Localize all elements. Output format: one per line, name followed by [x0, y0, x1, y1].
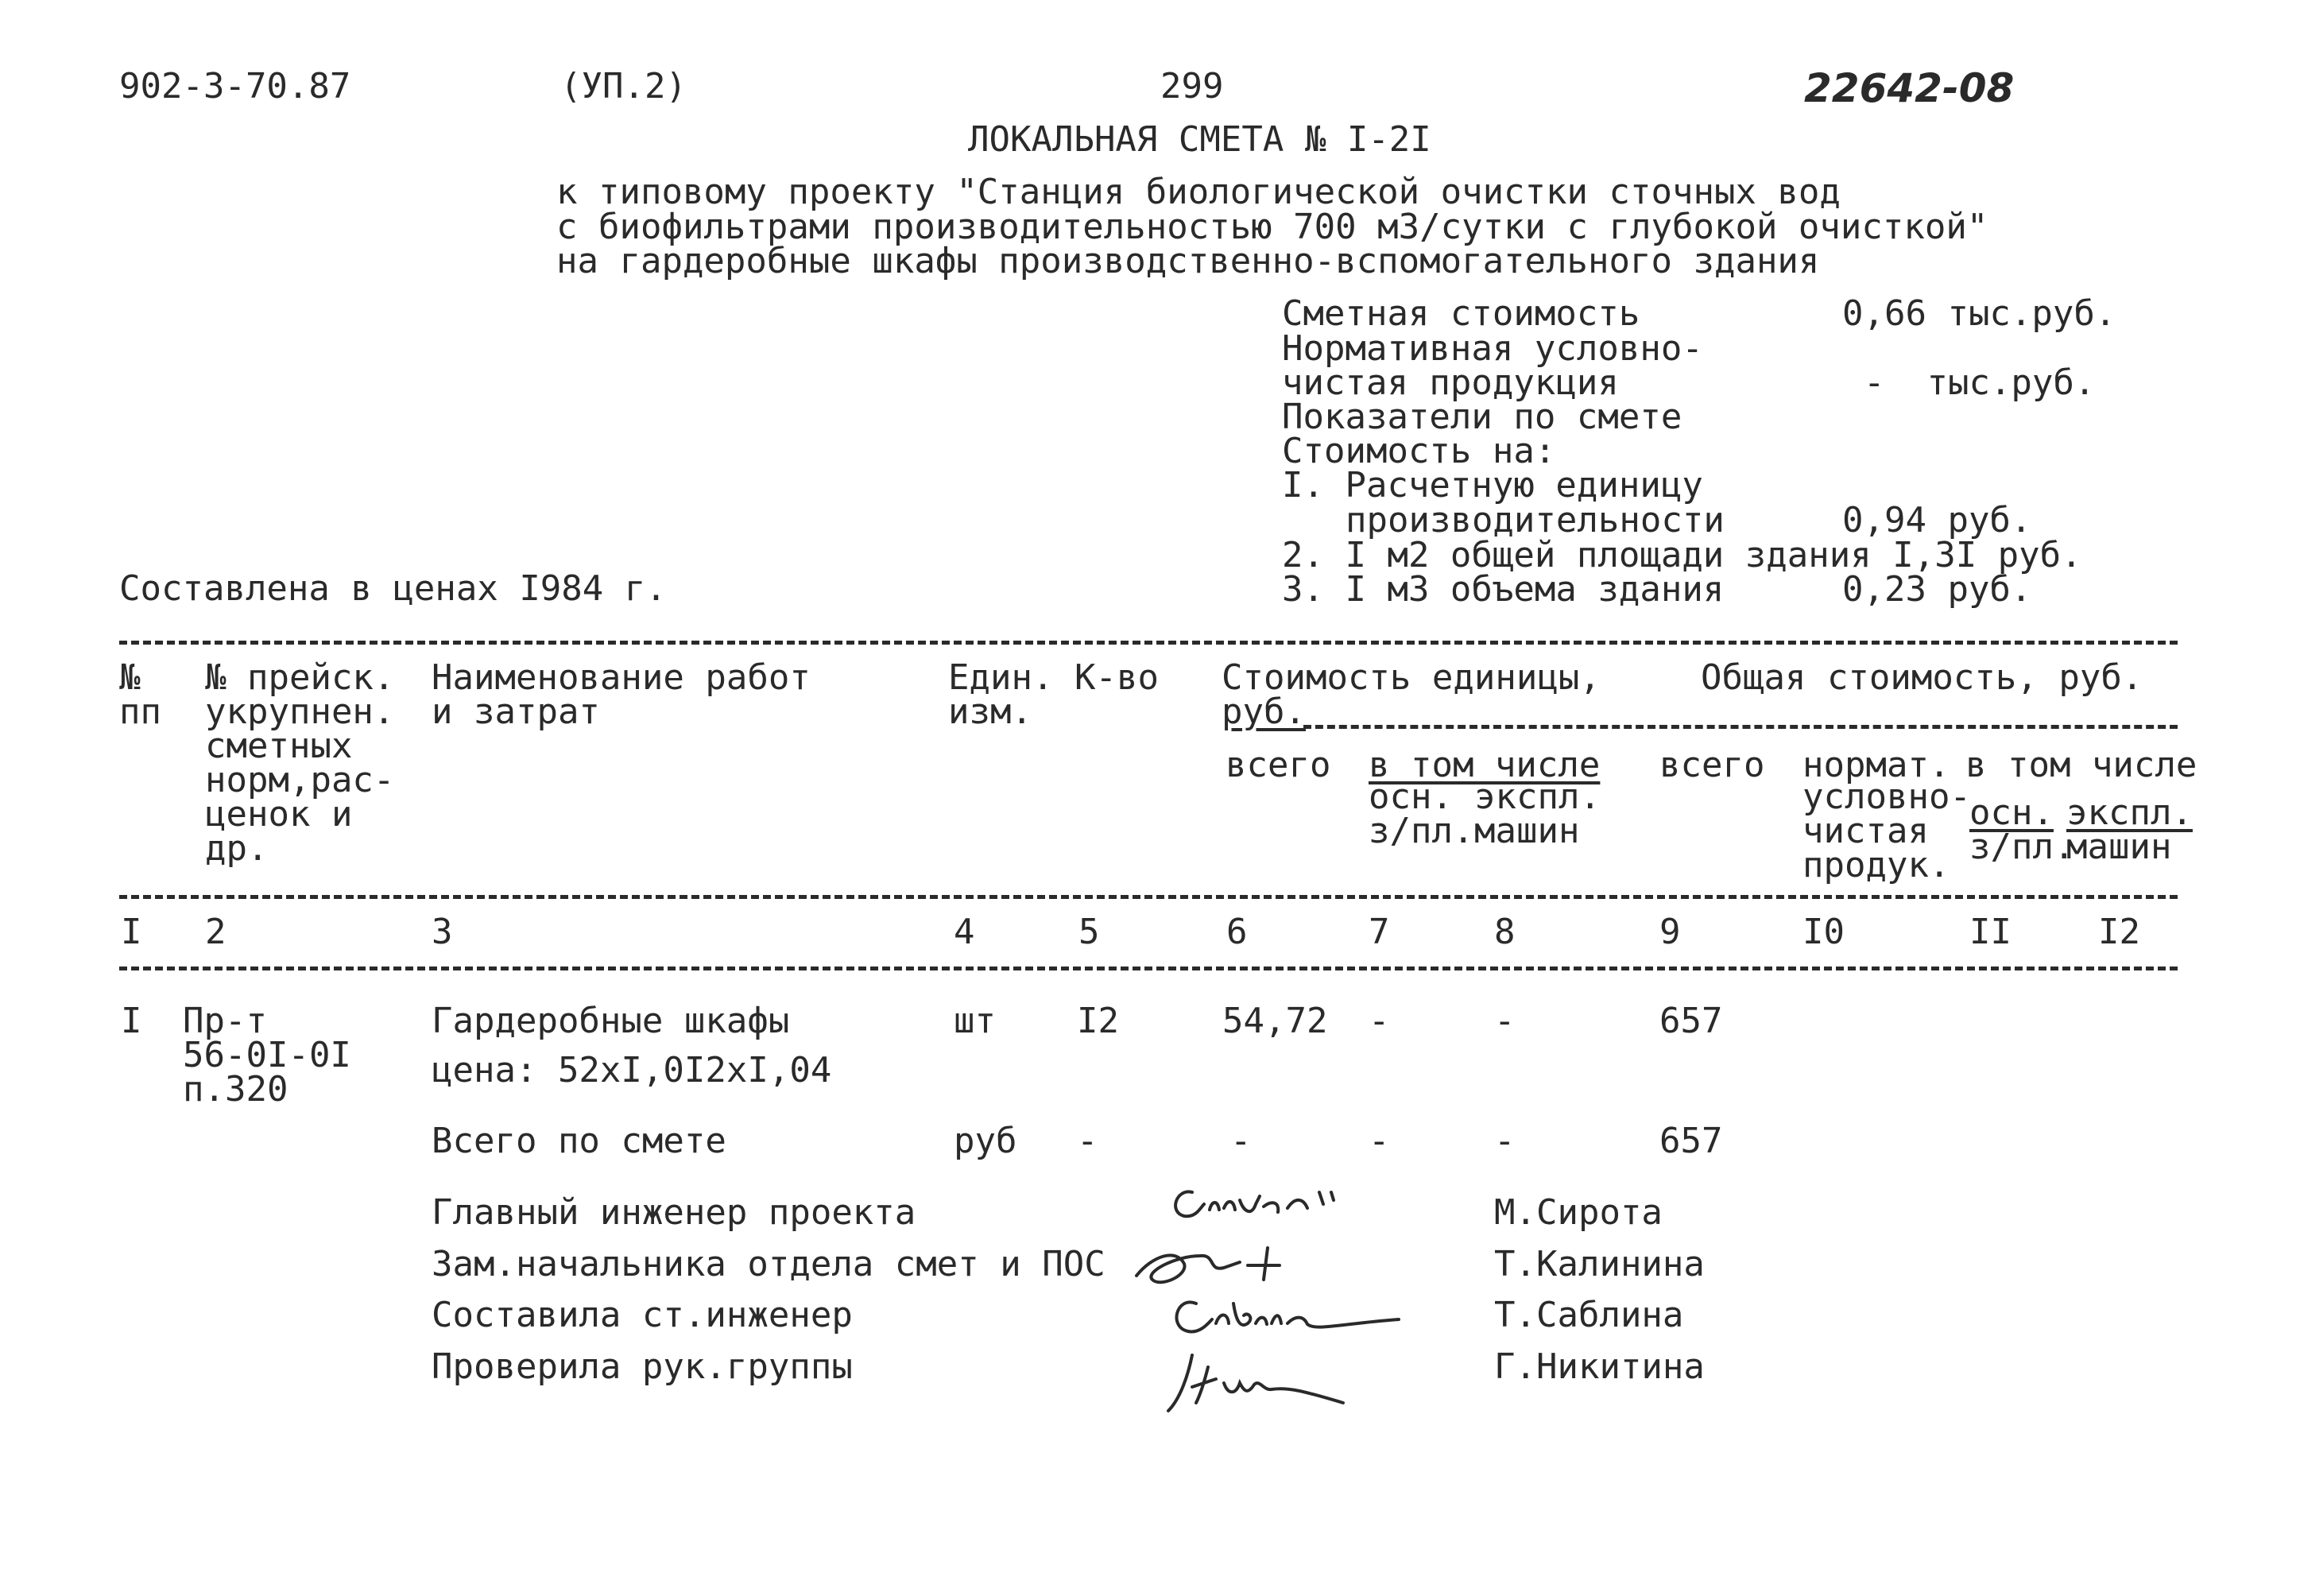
signatory-name: Т.Калинина [1494, 1244, 1705, 1284]
title-line-2: с биофильтрами производительностью 700 м3/сутки с глубокой очисткой" [556, 207, 1988, 247]
document-number: 22642-08 [1804, 65, 2015, 111]
page-number: 299 [1160, 66, 1224, 107]
row-name-2: цена: 52хI,0I2хI,04 [432, 1050, 832, 1090]
total-label: Всего по смете [432, 1121, 726, 1161]
total-cost-rule [1303, 725, 2178, 729]
total-unit: руб [954, 1121, 1017, 1161]
signatory-role: Зам.начальника отдела смет и ПОС [432, 1244, 1105, 1284]
row-unit: шт [954, 1001, 996, 1041]
header-name-1: Наименование работ [432, 657, 811, 698]
album-label: (УП.2) [560, 66, 687, 107]
header-num-1: № [119, 657, 141, 698]
header-unit-1: Един. [948, 657, 1054, 698]
indicator-2: 2. I м2 общей площади здания I,3I руб. [1282, 535, 2082, 575]
header-including-2: в том числе [1965, 745, 2197, 785]
indicator-1-value: 0,94 руб. [1842, 500, 2032, 540]
total-zpl: - [1369, 1121, 1390, 1161]
normative-value: - тыс.руб. [1864, 362, 2096, 403]
header-num-2: пп [119, 691, 161, 732]
header-quantity: К-во [1074, 657, 1159, 698]
row-ref-1: Пр-т [183, 1001, 267, 1041]
header-unit-2: изм. [948, 691, 1032, 732]
header-expl-1: экспл. [1474, 777, 1601, 817]
header-unit-cost-2: руб. [1222, 691, 1306, 732]
column-number: 3 [432, 912, 453, 952]
signatory-role: Составила ст.инженер [432, 1295, 853, 1335]
header-unit-cost-1: Стоимость единицы, [1222, 657, 1601, 698]
estimated-cost-label: Сметная стоимость [1282, 293, 1640, 334]
indicator-1-label-a: I. Расчетную единицу [1282, 465, 1703, 506]
header-norm-2: условно- [1802, 777, 1971, 817]
column-number: 6 [1226, 912, 1248, 952]
indicator-1-label-b: производительности [1346, 500, 1725, 540]
header-osn-1: осн. [1369, 777, 1453, 817]
header-expl-2: экспл. [2066, 792, 2193, 833]
header-norm-1: нормат. [1802, 745, 1950, 785]
normative-label-2: чистая продукция [1282, 362, 1619, 403]
column-number: 2 [205, 912, 227, 952]
row-zpl: - [1369, 1001, 1390, 1041]
cost-on-label: Стоимость на: [1282, 431, 1556, 471]
row-name-1: Гардеробные шкафы [432, 1001, 790, 1041]
header-ref-2: укрупнен. [205, 691, 395, 732]
indicators-label: Показатели по смете [1282, 397, 1682, 437]
row-unit-cost: 54,72 [1222, 1001, 1328, 1041]
header-ref-4: норм,рас- [205, 760, 395, 800]
header-zpl-2: з/пл. [1969, 827, 2075, 867]
row-ref-3: п.320 [183, 1069, 288, 1110]
title-line-3: на гардеробные шкафы производственно-вспомогательного здания [556, 241, 1820, 281]
column-number: 8 [1494, 912, 1516, 952]
signatory-role: Главный инженер проекта [432, 1192, 916, 1233]
row-total: 657 [1659, 1001, 1723, 1041]
row-quantity: I2 [1077, 1001, 1119, 1041]
prices-note: Составлена в ценах I984 г. [119, 568, 667, 609]
header-norm-4: продук. [1802, 845, 1950, 885]
title-line-1: к типовому проекту "Станция биологической очистки сточных вод [556, 172, 1841, 212]
column-number: I0 [1802, 912, 1845, 952]
total-unit-cost: - [1230, 1121, 1252, 1161]
header-osn-2: осн. [1969, 792, 2054, 833]
normative-label-1: Нормативная условно- [1282, 328, 1703, 369]
estimated-cost-value: 0,66 тыс.руб. [1842, 293, 2116, 334]
column-number: 7 [1369, 912, 1390, 952]
header-bottom-rule [119, 895, 2178, 899]
column-number: 5 [1078, 912, 1100, 952]
indicator-3-value: 0,23 руб. [1842, 569, 2032, 610]
column-number: 9 [1659, 912, 1681, 952]
indicator-3-label: 3. I м3 объема здания [1282, 569, 1725, 610]
header-mash-1: машин [1474, 811, 1580, 851]
signatory-name: Г.Никитина [1494, 1346, 1705, 1387]
total-quantity: - [1077, 1121, 1098, 1161]
column-number: II [1969, 912, 2012, 952]
signatory-role: Проверила рук.группы [432, 1346, 853, 1387]
header-ref-5: ценок и [205, 794, 353, 835]
header-mash-2: машин [2066, 827, 2172, 867]
column-number: 4 [954, 912, 975, 952]
project-code: 902-3-70.87 [119, 66, 351, 107]
header-zpl-1: з/пл. [1369, 811, 1474, 851]
table-top-rule [119, 641, 2178, 645]
header-all-2: всего [1659, 745, 1765, 785]
header-name-2: и затрат [432, 691, 600, 732]
signatory-name: Т.Саблина [1494, 1295, 1684, 1335]
header-ref-6: др. [205, 828, 269, 869]
signatory-name: М.Сирота [1494, 1192, 1663, 1233]
column-numbers-rule [119, 967, 2178, 970]
total-value: 657 [1659, 1121, 1723, 1161]
header-ref-1: № прейск. [205, 657, 395, 698]
signature-4 [1160, 1343, 1367, 1423]
document-title: ЛОКАЛЬНАЯ СМЕТА № I-2I [968, 119, 1431, 160]
header-all-1: всего [1226, 745, 1331, 785]
row-mash: - [1494, 1001, 1516, 1041]
header-norm-3: чистая [1802, 811, 1929, 851]
row-ref-2: 56-0I-0I [183, 1035, 351, 1075]
column-number: I2 [2098, 912, 2140, 952]
header-including-1: в том числе [1369, 745, 1601, 785]
column-number: I [121, 912, 142, 952]
row-number: I [121, 1001, 142, 1041]
signature-1 [1160, 1176, 1415, 1232]
signature-3 [1160, 1280, 1415, 1351]
total-mash: - [1494, 1121, 1516, 1161]
header-total-cost: Общая стоимость, руб. [1701, 657, 2143, 698]
header-ref-3: сметных [205, 726, 353, 766]
